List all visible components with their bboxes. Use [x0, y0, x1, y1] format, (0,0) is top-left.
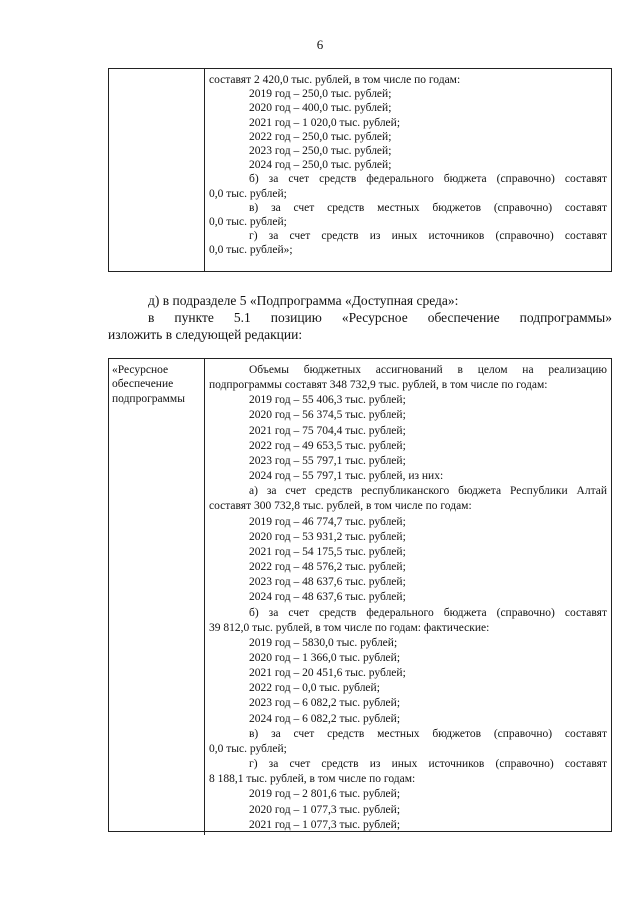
text-line: 2019 год – 250,0 тыс. рублей; — [249, 88, 392, 101]
text-line: 2019 год – 5830,0 тыс. рублей; — [249, 636, 398, 649]
paragraph-item-5-1: в пункте 5.1 позицию «Ресурсное обеспечение подпрограммы» — [148, 310, 612, 325]
text-line: 2022 год – 0,0 тыс. рублей; — [249, 682, 380, 695]
label-line: «Ресурсное — [112, 364, 169, 376]
label-line: подпрограммы — [112, 392, 185, 405]
label-cell — [109, 359, 205, 835]
text-line: 2024 год – 250,0 тыс. рублей; — [249, 159, 392, 172]
text-line: 2020 год – 53 931,2 тыс. рублей; — [249, 530, 406, 543]
paragraph-subsection-d: д) в подразделе 5 «Подпрограмма «Доступная среда»: — [148, 293, 459, 308]
text-line: 39 812,0 тыс. рублей, в том числе по годам: фактические: — [209, 621, 490, 634]
text-line: 2023 год – 48 637,6 тыс. рублей; — [249, 576, 406, 589]
text-line: 2021 год – 54 175,5 тыс. рублей; — [249, 545, 406, 558]
text-line: 0,0 тыс. рублей; — [209, 742, 287, 755]
text-line: подпрограммы составят 348 732,9 тыс. рублей, в том числе по годам: — [209, 379, 548, 392]
text-line: 2023 год – 6 082,2 тыс. рублей; — [249, 697, 401, 710]
label-cell-empty — [109, 69, 205, 271]
text-line: 2019 год – 2 801,6 тыс. рублей; — [249, 788, 401, 801]
text-line: 2020 год – 1 077,3 тыс. рублей; — [249, 803, 401, 816]
resource-table-new — [108, 358, 612, 832]
text-line: 2022 год – 49 653,5 тыс. рублей; — [249, 439, 406, 452]
text-line: 2024 год – 55 797,1 тыс. рублей, из них: — [249, 470, 444, 483]
text-line: 2021 год – 20 451,6 тыс. рублей; — [249, 667, 406, 680]
text-line: составят 2 420,0 тыс. рублей, в том числе по годам: — [209, 74, 461, 86]
content-cell — [205, 69, 611, 271]
text-line: 2021 год – 1 020,0 тыс. рублей; — [249, 116, 401, 129]
text-line: 0,0 тыс. рублей; — [209, 216, 287, 229]
text-line: 2019 год – 46 774,7 тыс. рублей; — [249, 515, 406, 528]
text-line: г) за счет средств из иных источников (справочно) составят — [249, 758, 607, 771]
text-line: 2022 год – 48 576,2 тыс. рублей; — [249, 561, 406, 574]
resource-table-continued — [108, 68, 612, 272]
text-line: 2023 год – 250,0 тыс. рублей; — [249, 145, 392, 158]
text-line: 2021 год – 75 704,4 тыс. рублей; — [249, 424, 406, 437]
text-line: 2019 год – 55 406,3 тыс. рублей; — [249, 394, 406, 407]
content-cell — [205, 359, 611, 835]
text-line: 2024 год – 6 082,2 тыс. рублей; — [249, 712, 401, 725]
text-line: 2022 год – 250,0 тыс. рублей; — [249, 130, 392, 143]
page-number: 6 — [316, 37, 324, 52]
text-line: 2020 год – 56 374,5 тыс. рублей; — [249, 409, 406, 422]
text-line: 2023 год – 55 797,1 тыс. рублей; — [249, 454, 406, 467]
text-line: г) за счет средств из иных источников (справочно) составят — [249, 230, 607, 243]
text-line: 2021 год – 1 077,3 тыс. рублей; — [249, 818, 401, 831]
text-line: Объемы бюджетных ассигнований в целом на реализацию — [249, 364, 607, 376]
text-line: 2020 год – 400,0 тыс. рублей; — [249, 102, 392, 115]
text-line: в) за счет средств местных бюджетов (справочно) составят — [249, 201, 607, 214]
text-line: составят 300 732,8 тыс. рублей, в том числе по годам: — [209, 500, 472, 513]
text-line: б) за счет средств федерального бюджета (справочно) составят — [249, 173, 607, 186]
label-line: обеспечение — [112, 378, 174, 391]
paragraph-new-edition: изложить в следующей редакции: — [108, 327, 303, 342]
text-line: 0,0 тыс. рублей»; — [209, 244, 293, 257]
text-line: а) за счет средств республиканского бюджета Республики Алтай — [249, 485, 607, 498]
text-line: 0,0 тыс. рублей; — [209, 187, 287, 200]
text-line: б) за счет средств федерального бюджета (справочно) составят — [249, 606, 607, 619]
text-line: 8 188,1 тыс. рублей, в том числе по годам: — [209, 773, 416, 786]
text-line: в) за счет средств местных бюджетов (справочно) составят — [249, 727, 607, 740]
text-line: 2024 год – 48 637,6 тыс. рублей; — [249, 591, 406, 604]
text-line: 2020 год – 1 366,0 тыс. рублей; — [249, 651, 401, 664]
